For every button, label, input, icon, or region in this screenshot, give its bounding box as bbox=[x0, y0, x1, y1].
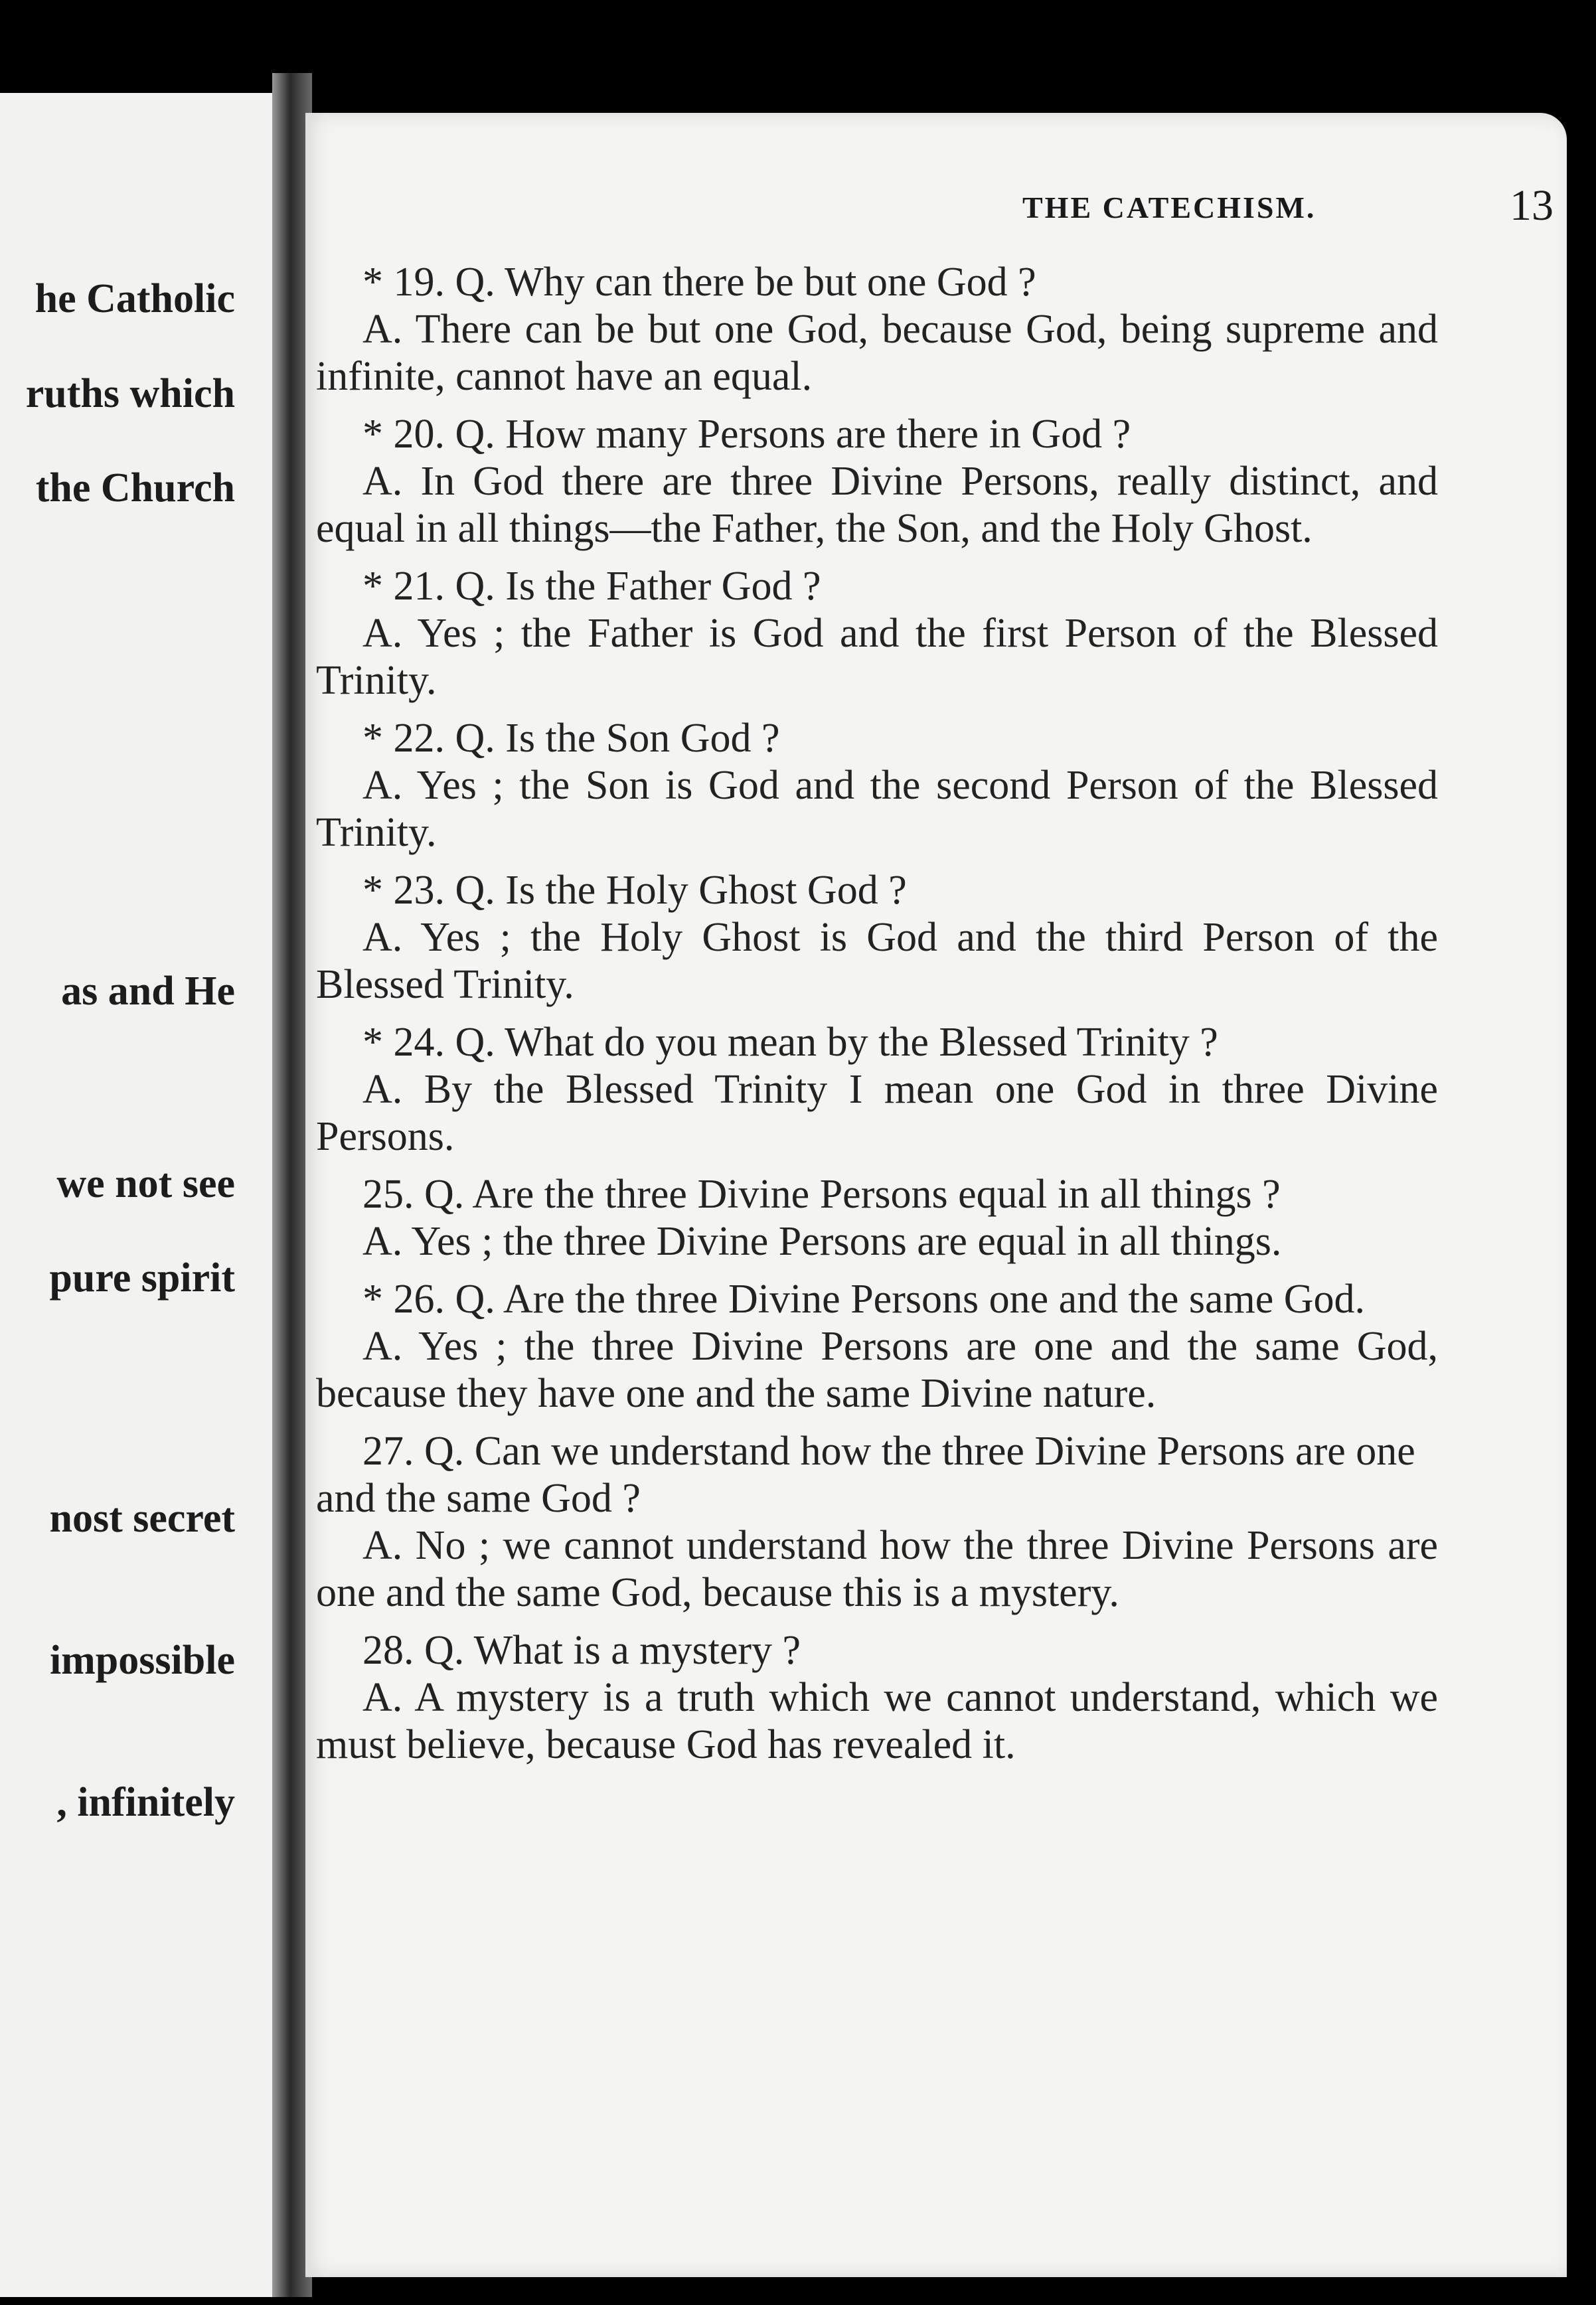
qa-entry bbox=[316, 1428, 1438, 1617]
answer: A. There can be but one God, because God, being supreme and infinite, cannot have an equal. bbox=[316, 307, 1438, 399]
answer: A. Yes ; the three Divine Persons are equal in all things. bbox=[362, 1219, 1282, 1264]
page-header bbox=[717, 181, 1554, 240]
question: * 21. Q. Is the Father God ? bbox=[362, 564, 821, 609]
question: * 20. Q. How many Persons are there in God ? bbox=[362, 412, 1131, 457]
question: 27. Q. Can we understand how the three Divine Persons are one and the same God ? bbox=[316, 1429, 1415, 1521]
answer: A. Yes ; the Son is God and the second Person of the Blessed Trinity. bbox=[316, 763, 1438, 855]
facing-page-fragment: , infinitely bbox=[56, 1780, 235, 1825]
answer: A. In God there are three Divine Persons, really distinct, and equal in all things—the Father, the Son, and the Holy Ghost. bbox=[316, 459, 1438, 551]
question: * 24. Q. What do you mean by the Blessed Trinity ? bbox=[362, 1020, 1218, 1065]
facing-page-fragment: nost secret bbox=[49, 1496, 235, 1541]
qa-entry bbox=[316, 411, 1438, 552]
answer: A. Yes ; the Father is God and the first Person of the Blessed Trinity. bbox=[316, 611, 1438, 703]
question: 28. Q. What is a mystery ? bbox=[362, 1628, 801, 1673]
answer: A. Yes ; the three Divine Persons are one and the same God, because they have one and the same Divine nature. bbox=[316, 1324, 1438, 1416]
facing-page-fragment: impossible bbox=[49, 1638, 235, 1683]
facing-page-fragment: the Church bbox=[35, 465, 235, 511]
answer: A. Yes ; the Holy Ghost is God and the third Person of the Blessed Trinity. bbox=[316, 915, 1438, 1007]
question: * 23. Q. Is the Holy Ghost God ? bbox=[362, 868, 907, 913]
qa-entry bbox=[316, 1171, 1438, 1265]
facing-page-fragment: ruths which bbox=[25, 371, 235, 416]
qa-entry bbox=[316, 1019, 1438, 1160]
facing-page bbox=[0, 93, 272, 2297]
qa-entry bbox=[316, 867, 1438, 1008]
answer: A. By the Blessed Trinity I mean one God in three Divine Persons. bbox=[316, 1067, 1438, 1159]
answer: A. A mystery is a truth which we cannot understand, which we must believe, because God has revealed it. bbox=[316, 1675, 1438, 1767]
facing-page-fragment: we not see bbox=[56, 1161, 235, 1206]
facing-page-fragment: pure spirit bbox=[49, 1255, 235, 1301]
question: * 19. Q. Why can there be but one God ? bbox=[362, 260, 1036, 305]
catechism-text bbox=[305, 259, 1438, 1779]
question: 25. Q. Are the three Divine Persons equal in all things ? bbox=[362, 1172, 1281, 1217]
page-number: 13 bbox=[1510, 181, 1554, 230]
answer: A. No ; we cannot understand how the three Divine Persons are one and the same God, because this is a mystery. bbox=[316, 1523, 1438, 1615]
question: * 22. Q. Is the Son God ? bbox=[362, 716, 780, 761]
qa-entry bbox=[316, 1276, 1438, 1417]
facing-page-fragment: he Catholic bbox=[35, 276, 235, 321]
running-title: THE CATECHISM. bbox=[1022, 191, 1317, 224]
qa-entry bbox=[316, 715, 1438, 856]
question: * 26. Q. Are the three Divine Persons one and the same God. bbox=[362, 1277, 1366, 1322]
facing-page-fragment: as and He bbox=[61, 969, 235, 1014]
qa-entry bbox=[316, 1627, 1438, 1769]
qa-entry bbox=[316, 259, 1438, 400]
book-page bbox=[305, 113, 1567, 2277]
qa-entry bbox=[316, 563, 1438, 704]
